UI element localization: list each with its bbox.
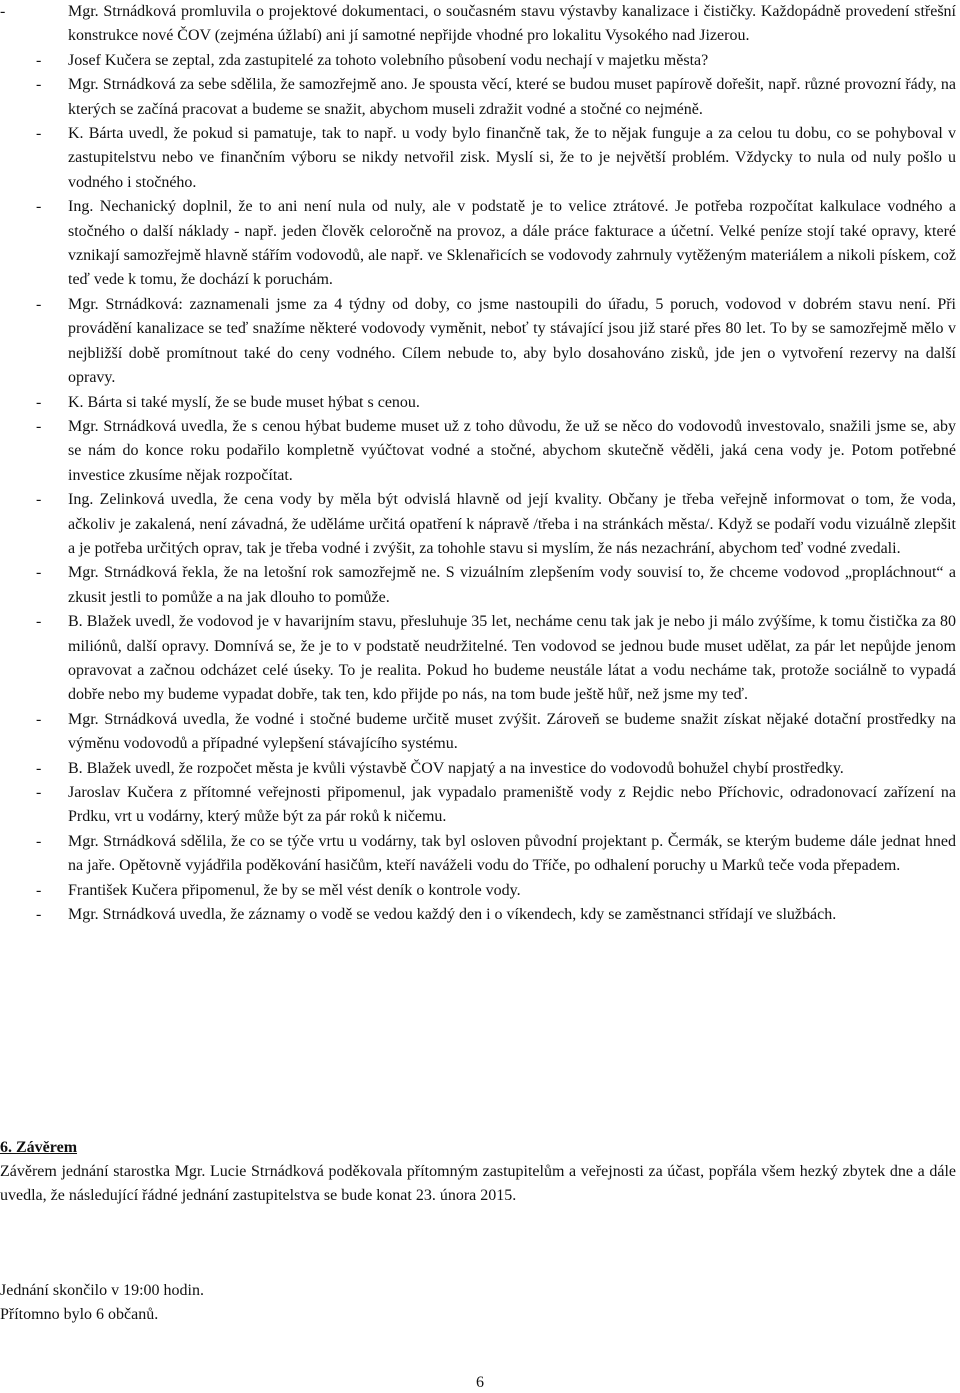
list-item-text: Mgr. Strnádková promluvila o projektové dokumentaci, o současném stavu výstavby kanalizace i čističky. Každopádně provedení střešní konstrukce nové ČOV (zejména úžlabí) ani jí samotné nepřijde vhodné pro lokalitu Vysokého nad Jizerou. bbox=[68, 3, 956, 45]
list-item bbox=[0, 610, 956, 708]
section-body: Závěrem jednání starostka Mgr. Lucie Strnádková poděkovala přítomným zastupitelům a veřejnosti za účast, popřála všem hezký zbytek dne a dále uvedla, že následující řádné jednání zastupitelstva se bude konat 23. února 2015. bbox=[0, 1163, 956, 1205]
list-item-text: K. Bárta si také myslí, že se bude muset hýbat s cenou. bbox=[68, 393, 420, 411]
list-dash: - bbox=[36, 784, 42, 801]
section-heading: 6. Závěrem bbox=[0, 1139, 78, 1156]
list-dash: - bbox=[36, 759, 42, 777]
list-dash: - bbox=[36, 198, 42, 216]
list-dash: - bbox=[36, 564, 42, 582]
attendance-count: Přítomno bylo 6 občanů. bbox=[0, 1306, 159, 1324]
list-item bbox=[0, 830, 956, 879]
meeting-end-time: Jednání skončilo v 19:00 hodin. bbox=[0, 1282, 204, 1299]
conclusion-section bbox=[0, 1136, 956, 1209]
list-dash: - bbox=[36, 832, 42, 850]
list-dash: - bbox=[36, 417, 42, 435]
list-item-text: Ing. Nechanický doplnil, že to ani není nula od nuly, ale v podstatě je to velice ztrátové. Je potřeba rozpočítat kalkulace vodného a stočného o další náklady - např. jeden člověk celoročně na provoz, a dále práce fakturace a účetní. Velké peníze stojí také opravy, které vznikají samozřejmě hlavně stářím vodovodů, ale např. ve Sklenařicích se vodovody zahrnuly vytěženým materiálem a nikoli pískem, což teď vede k tomu, že dochází k poruchám. bbox=[68, 198, 956, 289]
list-item-text: Ing. Zelinková uvedla, že cena vody by měla být odvislá hlavně od její kvality. Občany je třeba veřejně informovat o tom, že voda, ačkoliv je zakalená, není závadná, že uděláme určitá opatření k nápravě /třeba i na stránkách města/. Když se podaří vodu vizuálně zlepšit a je potřeba určitých oprav, tak je třeba vodné i zvýšit, za tohohle stavu si myslím, že nás nezachrání, abychom teď vodné zvedali. bbox=[68, 491, 956, 557]
list-dash: - bbox=[36, 76, 42, 94]
list-item-text: Mgr. Strnádková za sebe sdělila, že samozřejmě ano. Je spousta věcí, které se budou muset papírově dořešit, např. různé provozní řády, na kterých se začíná pracovat a budeme se snažit, abychom museli zdražit vodné a stočné co nejméně. bbox=[68, 76, 956, 118]
list-item-text: B. Blažek uvedl, že vodovod je v havarijním stavu, přesluhuje 35 let, necháme cenu tak jak je nebo ji málo zvýšíme, k tomu čistička za 80 miliónů, další opravy. Domnívá se, že je to v podstatě neudržitelné. Ten vodovod se jednou bude muset udělat, za pár let nepůjde jenom opravovat a začnou odcházet celé úseky. To je realita. Pokud ho budeme neustále látat a vodu necháme tak, protože sociálně to vypadá dobře nebo my budeme vypadat dobře, tak ten, kdo přijde po nás, na tom bude ještě hůř, než jsme my teď. bbox=[68, 613, 956, 704]
list-item-text: František Kučera připomenul, že by se měl vést deník o kontrole vody. bbox=[68, 881, 521, 899]
list-item bbox=[0, 708, 956, 757]
list-item-text: B. Blažek uvedl, že rozpočet města je kvůli výstavbě ČOV napjatý a na investice do vodovodů bohužel chybí prostředky. bbox=[68, 759, 844, 777]
list-dash: - bbox=[36, 906, 42, 924]
list-item bbox=[0, 781, 956, 830]
page-number: 6 bbox=[476, 1374, 484, 1391]
list-item-text: Mgr. Strnádková sdělila, že co se týče vrtu u vodárny, tak byl osloven původní projektant p. Čermák, se kterým budeme dále jednat hned na jaře. Opětovně vyjádřila poděkování hasičům, kteří naváželi vodu do Tříče, po odhalení poruchy u Marků teče voda přepadem. bbox=[68, 832, 956, 875]
list-item-text: Mgr. Strnádková uvedla, že vodné i stočné budeme určitě muset zvýšit. Zároveň se budeme snažit získat nějaké dotační prostředky na výměnu vodovodů a případné vylepšení stávajícího systému. bbox=[68, 710, 956, 753]
list-dash: - bbox=[36, 393, 42, 411]
list-dash: - bbox=[36, 51, 42, 69]
list-item-text: Jaroslav Kučera z přítomné veřejnosti připomenul, jak vypadalo prameniště vody z Rejdic nebo Příchovic, odradonovací zařízení na Prdku, vrt u vodárny, který může být za pár roků k ničemu. bbox=[68, 784, 956, 826]
list-dash: - bbox=[0, 3, 6, 20]
list-dash: - bbox=[36, 710, 42, 728]
list-item bbox=[0, 49, 956, 73]
list-item bbox=[0, 293, 956, 391]
list-item-text: K. Bárta uvedl, že pokud si pamatuje, tak to např. u vody bylo finančně tak, že to nějak funguje a za celou tu dobu, co se pohyboval v zastupitelstvu nebo ve finančním výboru se nikdy netvořil zisk. Myslí si, že to je největší problém. Vždycky to nula od nuly pošlo u vodného i stočného. bbox=[68, 125, 956, 191]
list-dash: - bbox=[36, 613, 42, 631]
list-item bbox=[0, 391, 956, 415]
list-item bbox=[0, 757, 956, 781]
list-item bbox=[0, 488, 956, 561]
list-dash: - bbox=[36, 491, 42, 509]
list-item bbox=[0, 879, 956, 903]
list-item bbox=[0, 903, 956, 927]
list-item-text: Mgr. Strnádková uvedla, že záznamy o vodě se vedou každý den i o víkendech, kdy se zaměstnanci střídají ve službách. bbox=[68, 906, 837, 924]
list-item bbox=[0, 73, 956, 122]
meeting-footer bbox=[0, 1279, 700, 1328]
list-item-text: Mgr. Strnádková: zaznamenali jsme za 4 týdny od doby, co jsme nastoupili do úřadu, 5 poruch, vodovod v dobrém stavu není. Při provádění kanalizace se teď snažíme některé vodovody vyměnit, neboť ty stávající jsou již staré přes 80 let. To by se samozřejmě mělo v nejbližší době promítnout také do ceny vodného. Cílem nebude to, aby bylo dosahováno zisků, jde jen o vytvoření rezervy na další opravy. bbox=[68, 295, 956, 387]
list-item bbox=[0, 195, 956, 293]
list-item bbox=[0, 561, 956, 610]
list-item-text: Josef Kučera se zeptal, zda zastupitelé za tohoto volebního působení vodu nechají v majetku města? bbox=[68, 51, 709, 69]
list-item bbox=[0, 122, 956, 195]
list-item bbox=[0, 415, 956, 488]
list-dash: - bbox=[36, 881, 42, 899]
list-item bbox=[0, 0, 956, 49]
list-dash: - bbox=[36, 125, 42, 143]
list-item-text: Mgr. Strnádková řekla, že na letošní rok samozřejmě ne. S vizuálním zlepšením vody souvisí to, že chceme vodovod „propláchnout“ a zkusit jestli to pomůže a na jak dlouho to pomůže. bbox=[68, 564, 956, 606]
list-dash: - bbox=[36, 295, 42, 313]
list-item-text: Mgr. Strnádková uvedla, že s cenou hýbat budeme muset už z toho důvodu, že už se něco do vodovodů investovalo, snažili jsme se, aby se nám do konce roku podařilo kompletně vyúčtovat vodné a stočné, abychom skutečně věděli, jaká cena vody je. Potom potřebné investice zkusíme nějak rozpočítat. bbox=[68, 417, 956, 484]
